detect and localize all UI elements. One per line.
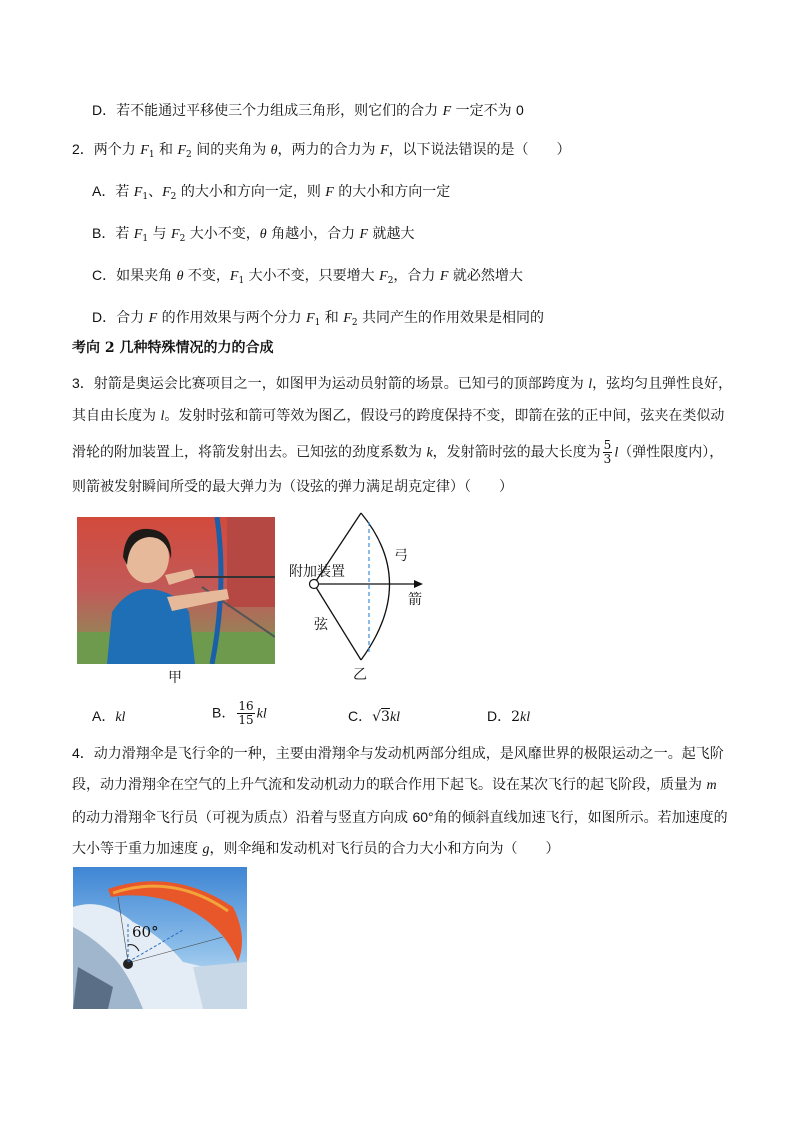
label-bow: 弓 — [394, 547, 408, 563]
q3-line-2: 其自由长度为 l。发射时弦和箭可等效为图乙，假设弓的跨度保持不变，即箭在弦的正中间，弦夹在类似动 — [72, 408, 725, 424]
q3-option-d: D．2kl — [487, 708, 531, 725]
figure-yi-caption: 乙 — [353, 666, 367, 682]
q2-option-b: B．若 $F_1$ 与 $F_2$ 大小不变，θ 角越小，合力 F 就越大 — [92, 225, 415, 244]
q4-line-2: 段，动力滑翔伞在空气的上升气流和发动机动力的联合作用下起飞。设在某次飞行的起飞阶段，质量为 m — [72, 777, 717, 793]
q1-option-d: D．若不能通过平移使三个力组成三角形，则它们的合力 F 一定不为 0 — [92, 102, 524, 119]
paraglider-photo — [73, 867, 247, 1009]
q2-stem: 2．两个力 $F_1$ 和 $F_2$ 间的夹角为 θ，两力的合力为 F，以下说法错误的是（ ） — [72, 141, 571, 160]
section-heading: 考向 2 几种特殊情况的力的合成 — [72, 340, 274, 356]
label-string: 弦 — [314, 616, 328, 632]
arrow-head — [414, 580, 423, 588]
q2-option-c: C．如果夹角 θ 不变，$F_1$ 大小不变，只要增大 $F_2$，合力 F 就必然增大 — [92, 267, 523, 286]
label-device: 附加装置 — [289, 563, 345, 579]
bow-arc — [361, 513, 390, 660]
q3-line-3: 滑轮的附加装置上，将箭发射出去。已知弦的劲度系数为 k，发射箭时弦的最大长度为 $\frac{5}{3}$ l（弹性限度内）， — [72, 438, 724, 466]
q4-line-4: 大小等于重力加速度 g，则伞绳和发动机对飞行员的合力大小和方向为（ ） — [72, 841, 560, 857]
fraction-5-3: $\frac{5}{3}$ — [603, 438, 612, 466]
archer-photo — [77, 517, 275, 664]
figure-jia-caption: 甲 — [168, 670, 182, 686]
q2-option-a: A．若 $F_1$、$F_2$ 的大小和方向一定，则 F 的大小和方向一定 — [92, 183, 451, 202]
q4-line-3: 的动力滑翔伞飞行员（可视为质点）沿着与竖直方向成 60°角的倾斜直线加速飞行，如图所示。若加速度的 — [72, 809, 728, 826]
q3-option-a: A．kl — [92, 708, 126, 725]
angle-label: 60° — [132, 923, 159, 941]
q3-option-b: B． $\frac{16}{15}$ kl — [212, 699, 267, 727]
q2-option-d: D．合力 F 的作用效果与两个分力 $F_1$ 和 $F_2$ 共同产生的作用效果是相同的 — [92, 309, 544, 328]
label-arrow: 箭 — [408, 591, 422, 607]
q3-line-4: 则箭被发射瞬间所受的最大弹力为（设弦的弹力满足胡克定律）（ ） — [72, 479, 513, 495]
q3-option-c: C．√3kl — [348, 708, 401, 725]
q4-line-1: 4．动力滑翔伞是飞行伞的一种，主要由滑翔伞与发动机两部分组成，是风靡世界的极限运动之一。起飞阶 — [72, 745, 724, 762]
q3-line-1: 3．射箭是奥运会比赛项目之一，如图甲为运动员射箭的场景。已知弓的顶部跨度为 l，弦均匀且弹性良好， — [72, 375, 733, 392]
